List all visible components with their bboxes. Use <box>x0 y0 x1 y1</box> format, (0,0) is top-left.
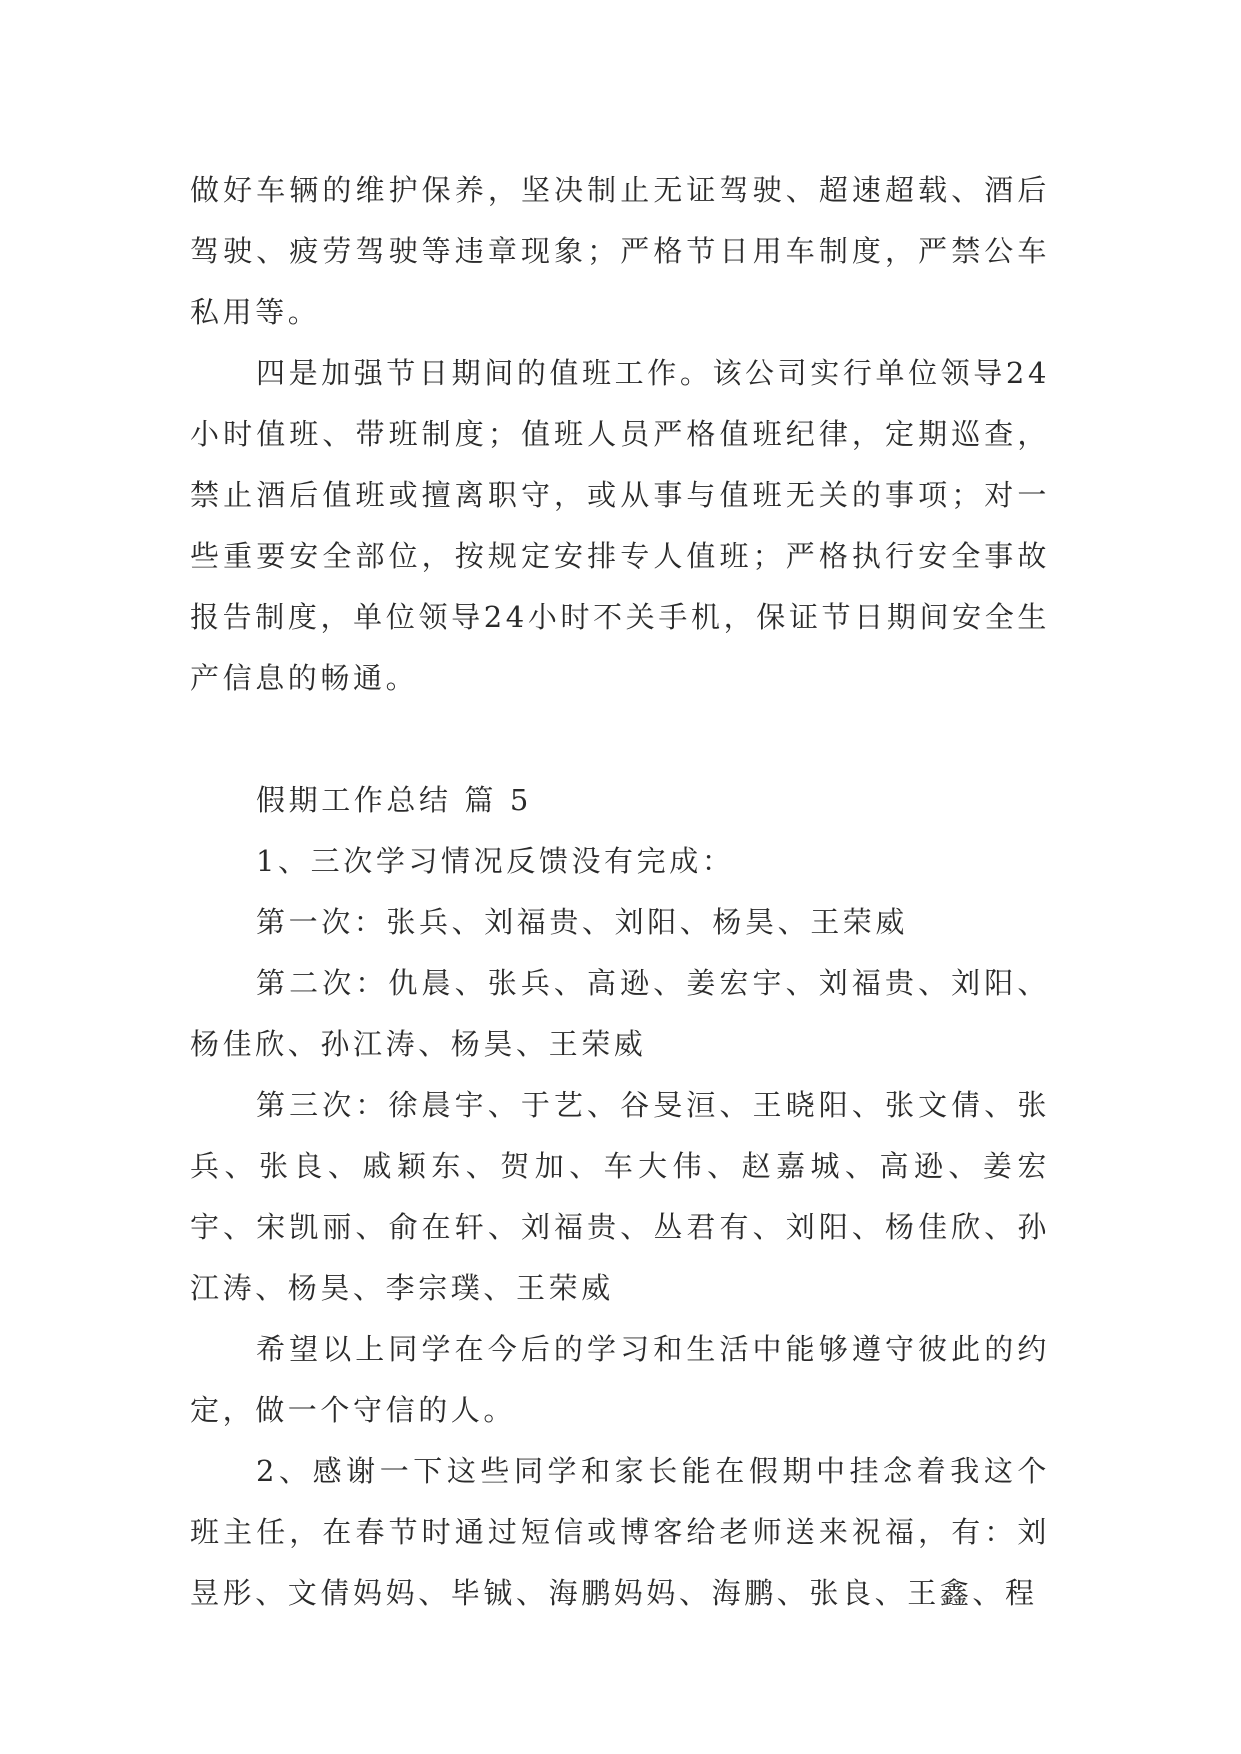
paragraph-thanks: 2、感谢一下这些同学和家长能在假期中挂念着我这个班主任，在春节时通过短信或博客给老师送来祝福，有：刘昱彤、文倩妈妈、毕铖、海鹏妈妈、海鹏、张良、王鑫、程 <box>190 1454 1050 1610</box>
paragraph-third-time: 第三次：徐晨宇、于艺、谷旻洹、王晓阳、张文倩、张兵、张良、戚颖东、贺加、车大伟、赵嘉城、高逊、姜宏宇、宋凯丽、俞在轩、刘福贵、丛君有、刘阳、杨佳欣、孙江涛、杨昊、李宗璞、王荣威 <box>190 1088 1050 1305</box>
paragraph-hope: 希望以上同学在今后的学习和生活中能够遵守彼此的约定，做一个守信的人。 <box>190 1332 1050 1427</box>
section-heading: 假期工作总结 篇 5 <box>256 783 532 817</box>
paragraph-second-time: 第二次：仇晨、张兵、高逊、姜宏宇、刘福贵、刘阳、杨佳欣、孙江涛、杨昊、王荣威 <box>190 966 1050 1061</box>
paragraph-vehicle-safety: 做好车辆的维护保养，坚决制止无证驾驶、超速超载、酒后驾驶、疲劳驾驶等违章现象；严格节日用车制度，严禁公车私用等。 <box>190 173 1050 329</box>
paragraph-feedback-intro: 1、三次学习情况反馈没有完成： <box>256 844 735 878</box>
paragraph-first-time: 第一次：张兵、刘福贵、刘阳、杨昊、王荣威 <box>256 905 909 939</box>
paragraph-gap <box>190 709 1050 770</box>
paragraph-duty-work: 四是加强节日期间的值班工作。该公司实行单位领导24小时值班、带班制度；值班人员严格值班纪律，定期巡查，禁止酒后值班或擅离职守，或从事与值班无关的事项；对一些重要安全部位，按规定安排专人值班；严格执行安全事故报告制度，单位领导24小时不关手机，保证节日期间安全生产信息的畅通。 <box>190 356 1050 695</box>
document-body <box>190 160 1050 1624</box>
